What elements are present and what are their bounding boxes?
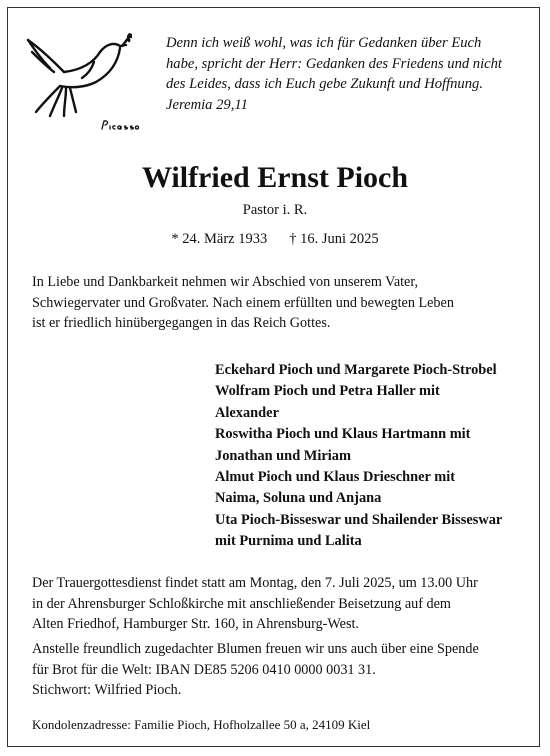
donation-paragraph (32, 639, 532, 701)
family-line: Naima, Soluna und Anjana (215, 490, 382, 507)
family-line: Almut Pioch und Klaus Drieschner mit (215, 469, 455, 486)
family-line: Wolfram Pioch und Petra Haller mit (215, 383, 440, 400)
bible-verse (166, 33, 526, 115)
service-line: Der Trauergottesdienst findet statt am Montag, den 7. Juli 2025, um 13.00 Uhr (32, 575, 478, 591)
death-date: † 16. Juni 2025 (289, 231, 379, 247)
intro-paragraph (32, 272, 532, 334)
intro-line: ist er friedlich hinübergegangen in das Reich Gottes. (32, 315, 331, 332)
family-line: Alexander (215, 404, 279, 421)
family-line: Roswitha Pioch und Klaus Hartmann mit (215, 426, 471, 443)
verse-line: Denn ich weiß wohl, was ich für Gedanken über Euch (166, 35, 482, 51)
life-dates (0, 230, 550, 248)
deceased-name: Wilfried Ernst Pioch (141, 161, 409, 194)
picasso-signature (100, 118, 140, 132)
family-line: Eckehard Pioch und Margarete Pioch-Strobel (215, 362, 497, 378)
donation-line: Stichwort: Wilfried Pioch. (32, 682, 182, 699)
family-line: Jonathan und Miriam (215, 447, 351, 464)
service-line: Alten Friedhof, Hamburger Str. 160, in Ahrensburg-West. (32, 616, 359, 633)
donation-line: Anstelle freundlich zugedachter Blumen freuen wir uns auch über eine Spende (32, 641, 479, 657)
verse-line: des Leides, dass ich Euch gebe Zukunft und Hoffnung. (166, 76, 483, 92)
service-paragraph (32, 573, 532, 635)
deceased-title: Pastor i. R. (242, 202, 308, 218)
family-line: mit Purnima und Lalita (215, 533, 362, 550)
family-list (215, 360, 535, 553)
dove-icon (22, 28, 132, 120)
intro-line: Schwiegervater und Großvater. Nach einem erfüllten und bewegten Leben (32, 294, 454, 311)
verse-line: habe, spricht der Herr: Gedanken des Friedens und nicht (166, 55, 502, 72)
birth-date: * 24. März 1933 (171, 231, 268, 247)
family-line: Uta Pioch-Bisseswar und Shailender Bisseswar (215, 511, 503, 528)
condolence-address: Kondolenzadresse: Familie Pioch, Hofholzallee 50 a, 24109 Kiel (32, 717, 371, 732)
donation-line: für Brot für die Welt: IBAN DE85 5206 0410 0000 0031 31. (32, 661, 376, 678)
service-line: in der Ahrensburger Schloßkirche mit anschließender Beisetzung auf dem (32, 595, 451, 612)
intro-line: In Liebe und Dankbarkeit nehmen wir Abschied von unserem Vater, (32, 274, 419, 290)
verse-reference: Jeremia 29,11 (166, 96, 248, 113)
